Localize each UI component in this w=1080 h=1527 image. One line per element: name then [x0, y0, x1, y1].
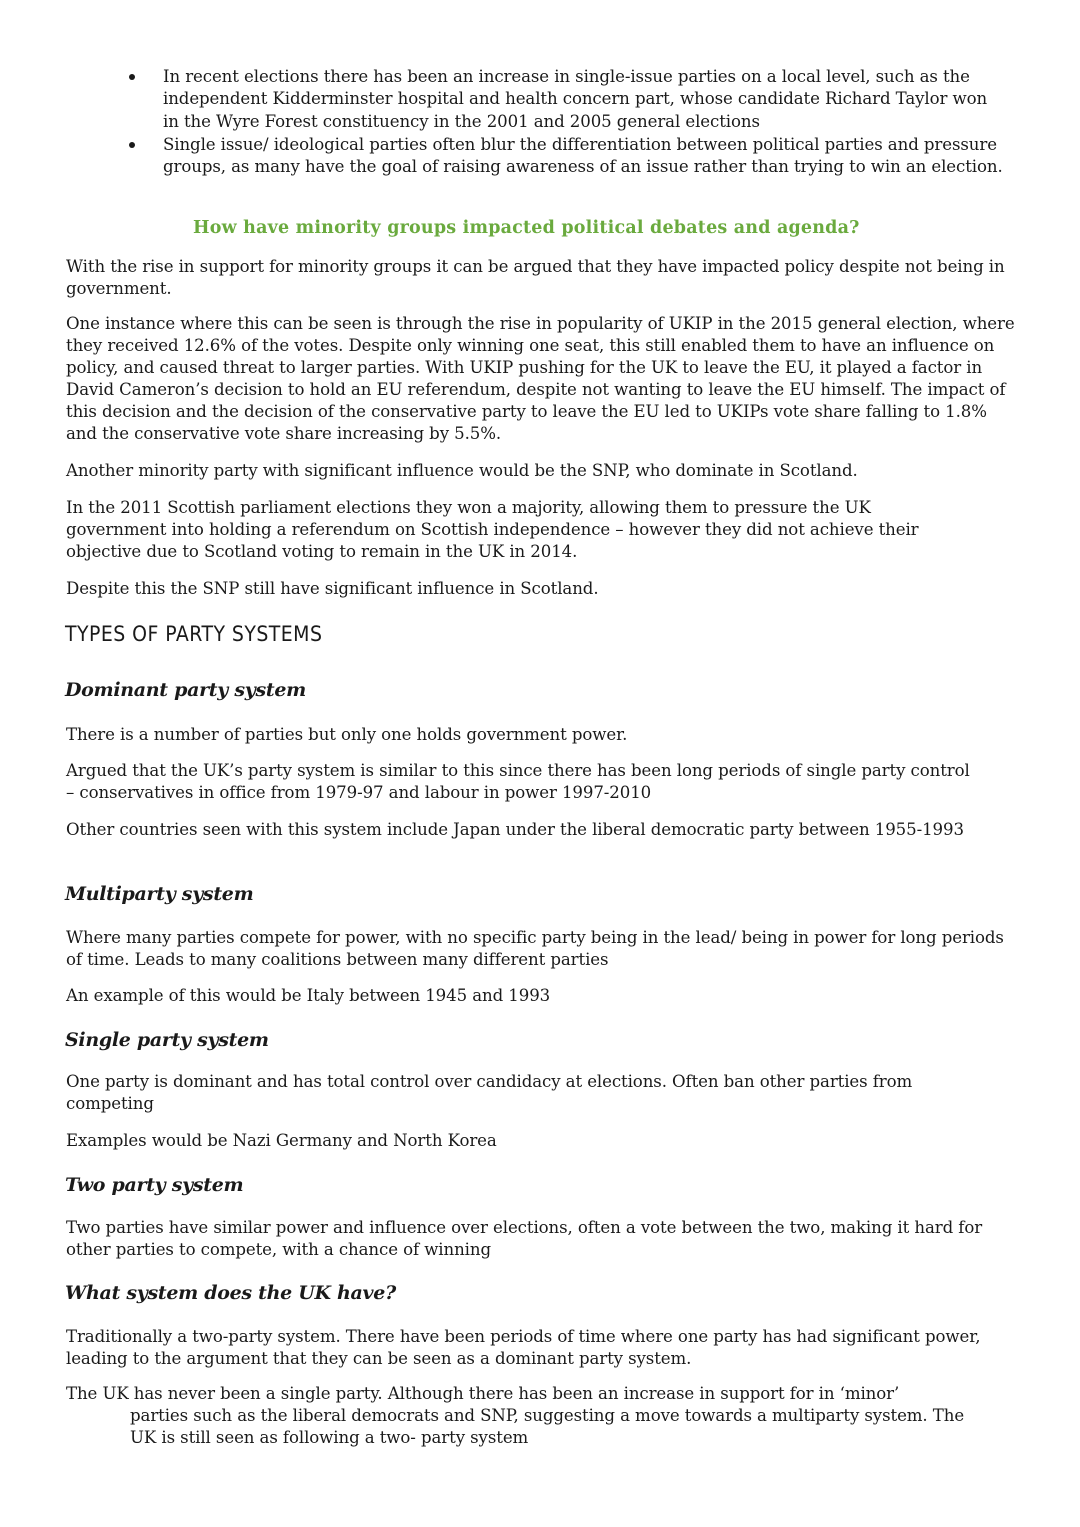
two-party-paragraph-1: Two parties have similar power and influence over elections, often a vote between the two, making it hard for other parties to compete, with a chance of winning: [66, 1218, 983, 1259]
bullet-icon: [129, 74, 135, 80]
list-item: [0, 134, 1003, 179]
minority-paragraph-2: One instance where this can be seen is through the rise in popularity of UKIP in the 2015 general election, where they received 12.6% of the votes. Despite only winning one seat, this still enabled them to have an influence on policy, and caused threat to larger parties. With UKIP pushing for the UK to leave the EU, it played a factor in David Cameron’s decision to hold an EU referendum, despite not wanting to leave the EU himself. The impact of this decision and the decision of the conservative party to leave the EU led to UKIPs vote share falling to 1.8% and the conservative vote share increasing by 5.5%.: [66, 314, 1015, 443]
uk-system-heading: What system does the UK have?: [65, 1282, 396, 1304]
dominant-paragraph-2: Argued that the UK’s party system is similar to this since there has been long periods of single party control – conservatives in office from 1979-97 and labour in power 1997-2010: [66, 761, 970, 802]
section-title: TYPES OF PARTY SYSTEMS: [65, 622, 323, 646]
bullet-icon: [129, 142, 135, 148]
uk-system-paragraph-2-indented: parties such as the liberal democrats and SNP, suggesting a move towards a multiparty system. The UK is still seen as following a two- party system: [130, 1406, 965, 1447]
dominant-heading: Dominant party system: [65, 679, 306, 701]
dominant-paragraph-3: Other countries seen with this system include Japan under the liberal democratic party between 1955-1993: [66, 820, 964, 839]
multiparty-heading: Multiparty system: [65, 883, 254, 905]
list-item: [0, 66, 1003, 133]
bullet-text: Single issue/ ideological parties often blur the differentiation between political parties and pressure groups, as many have the goal of raising awareness of an issue rather than trying to win an election.: [163, 134, 1003, 177]
multiparty-paragraph-1: Where many parties compete for power, with no specific party being in the lead/ being in power for long periods of time. Leads to many coalitions between many different parties: [66, 928, 1004, 969]
minority-paragraph-3: Another minority party with significant influence would be the SNP, who dominate in Scotland.: [66, 461, 858, 480]
uk-system-paragraph-1: Traditionally a two-party system. There have been periods of time where one party has had significant power, leading to the argument that they can be seen as a dominant party system.: [66, 1327, 981, 1368]
bullet-text: In recent elections there has been an increase in single-issue parties on a local level, such as the independent Kidderminster hospital and health concern part, whose candidate Richard Taylor won in the Wyre Forest constituency in the 2001 and 2005 general elections: [163, 67, 988, 131]
bullet-list: [0, 66, 1080, 179]
dominant-paragraph-1: There is a number of parties but only one holds government power.: [66, 725, 628, 744]
minority-paragraph-1: With the rise in support for minority groups it can be argued that they have impacted policy despite not being in government.: [66, 257, 1005, 298]
single-party-heading: Single party system: [65, 1029, 269, 1051]
minority-paragraph-5: Despite this the SNP still have significant influence in Scotland.: [66, 579, 599, 598]
multiparty-paragraph-2: An example of this would be Italy between 1945 and 1993: [66, 986, 551, 1005]
minority-paragraph-4: In the 2011 Scottish parliament elections they won a majority, allowing them to pressure the UK government into holding a referendum on Scottish independence – however they did not achieve their objective due to Scotland voting to remain in the UK in 2014.: [66, 498, 919, 561]
single-party-paragraph-2: Examples would be Nazi Germany and North Korea: [66, 1131, 497, 1150]
uk-system-paragraph-2: [66, 1383, 991, 1449]
single-party-paragraph-1: One party is dominant and has total control over candidacy at elections. Often ban other parties from competing: [66, 1072, 913, 1113]
question-heading: How have minority groups impacted political debates and agenda?: [193, 218, 860, 238]
uk-system-paragraph-2-first-line: The UK has never been a single party. Although there has been an increase in support for in ‘minor’: [66, 1384, 900, 1403]
two-party-heading: Two party system: [65, 1174, 244, 1196]
